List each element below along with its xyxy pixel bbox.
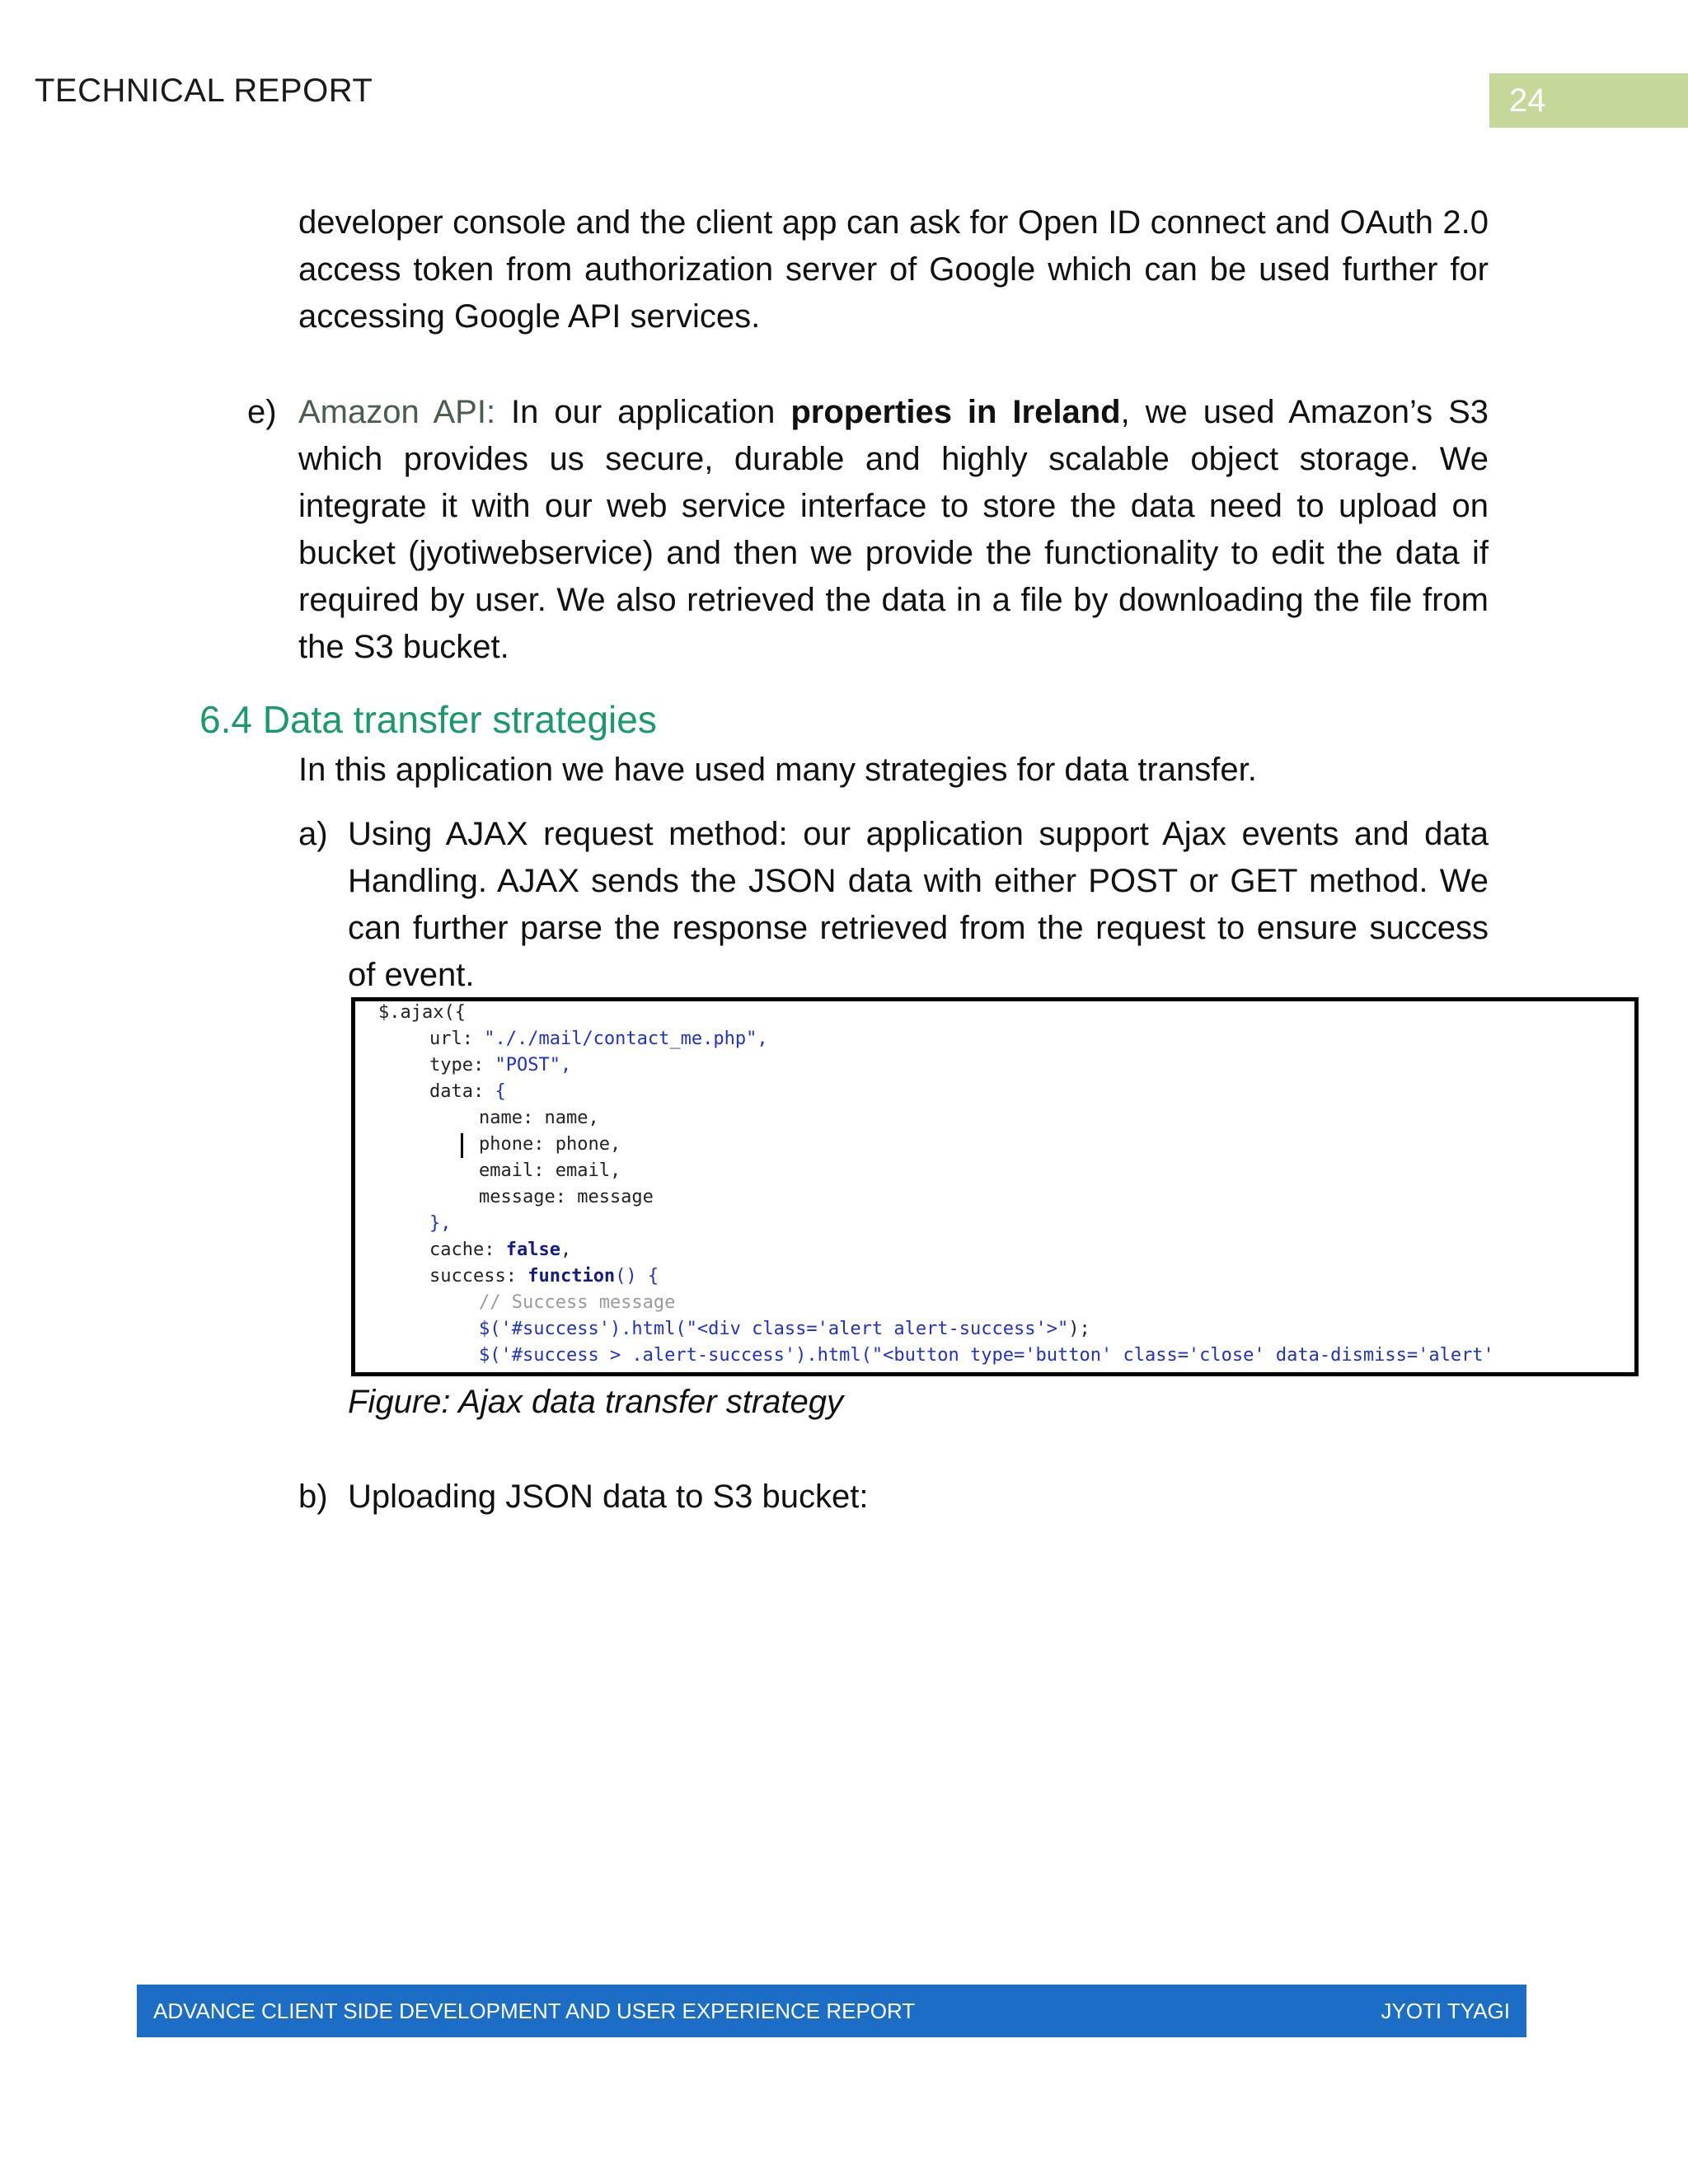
text-cursor	[461, 1133, 463, 1158]
code-line: cache: false,	[429, 1240, 572, 1260]
section-heading: 6.4 Data transfer strategies	[199, 698, 657, 741]
figure-caption: Figure: Ajax data transfer strategy	[348, 1384, 844, 1420]
code-line: $('#success > .alert-success').html("<button type='button' class='close' data-dismiss='alert'	[479, 1345, 1494, 1366]
section-intro: In this application we have used many strategies for data transfer.	[298, 752, 1257, 788]
code-line: $('#success').html("<div class='alert alert-success'>");	[479, 1319, 1090, 1339]
list-marker: b)	[298, 1479, 328, 1515]
code-line: },	[429, 1213, 452, 1234]
code-line: $.ajax({	[378, 1002, 466, 1023]
text-fragment: , we used Amazon’s S3 which provides us secure, durable and highly scalable object storage. We integrate it with our web service interface to store the data need to upload on bucket (jyotiwebservice) and then we provide the functionality to edit the data if required by user. We also retrieved the data in a file by downloading the file from the S3 bucket.	[298, 394, 1489, 665]
paragraph-google-api: developer console and the client app can ask for Open ID connect and OAuth 2.0 access token from authorization server of Google which can be used further for accessing Google API services.	[298, 204, 1489, 335]
code-line: success: function() {	[429, 1266, 659, 1286]
code-line: message: message	[479, 1187, 654, 1207]
code-screenshot	[351, 997, 1639, 1376]
amazon-api-label: Amazon API:	[298, 394, 496, 430]
code-line: url: "././mail/contact_me.php",	[429, 1029, 768, 1049]
code-line: email: email,	[479, 1160, 621, 1181]
page-header-title: TECHNICAL REPORT	[35, 73, 373, 109]
code-comment: // Success message	[479, 1292, 676, 1313]
list-item-b	[298, 1474, 1489, 1521]
page-footer	[137, 1985, 1526, 2037]
list-item-body: Uploading JSON data to S3 bucket:	[348, 1479, 869, 1515]
list-marker: a)	[298, 816, 328, 852]
list-item-a	[298, 811, 1489, 999]
footer-report-title: ADVANCE CLIENT SIDE DEVELOPMENT AND USER EXPERIENCE REPORT	[153, 1999, 916, 2023]
code-line: phone: phone,	[479, 1134, 621, 1155]
bold-text: properties in Ireland	[790, 394, 1121, 430]
list-item-body: Using AJAX request method: our application support Ajax events and data Handling. AJAX sends the JSON data with either POST or GET method. We can further parse the response retrieved from the request to ensure success of event.	[348, 816, 1489, 993]
text-fragment: In our application	[495, 394, 791, 430]
page-number: 24	[1489, 73, 1688, 128]
code-line: data: {	[429, 1081, 506, 1102]
code-line: type: "POST",	[429, 1055, 572, 1076]
list-item-body	[298, 389, 1489, 671]
footer-author: JYOTI TYAGI	[1381, 1999, 1510, 2023]
list-item-e	[247, 389, 1489, 671]
code-line: name: name,	[479, 1108, 599, 1128]
list-marker: e)	[247, 394, 277, 430]
